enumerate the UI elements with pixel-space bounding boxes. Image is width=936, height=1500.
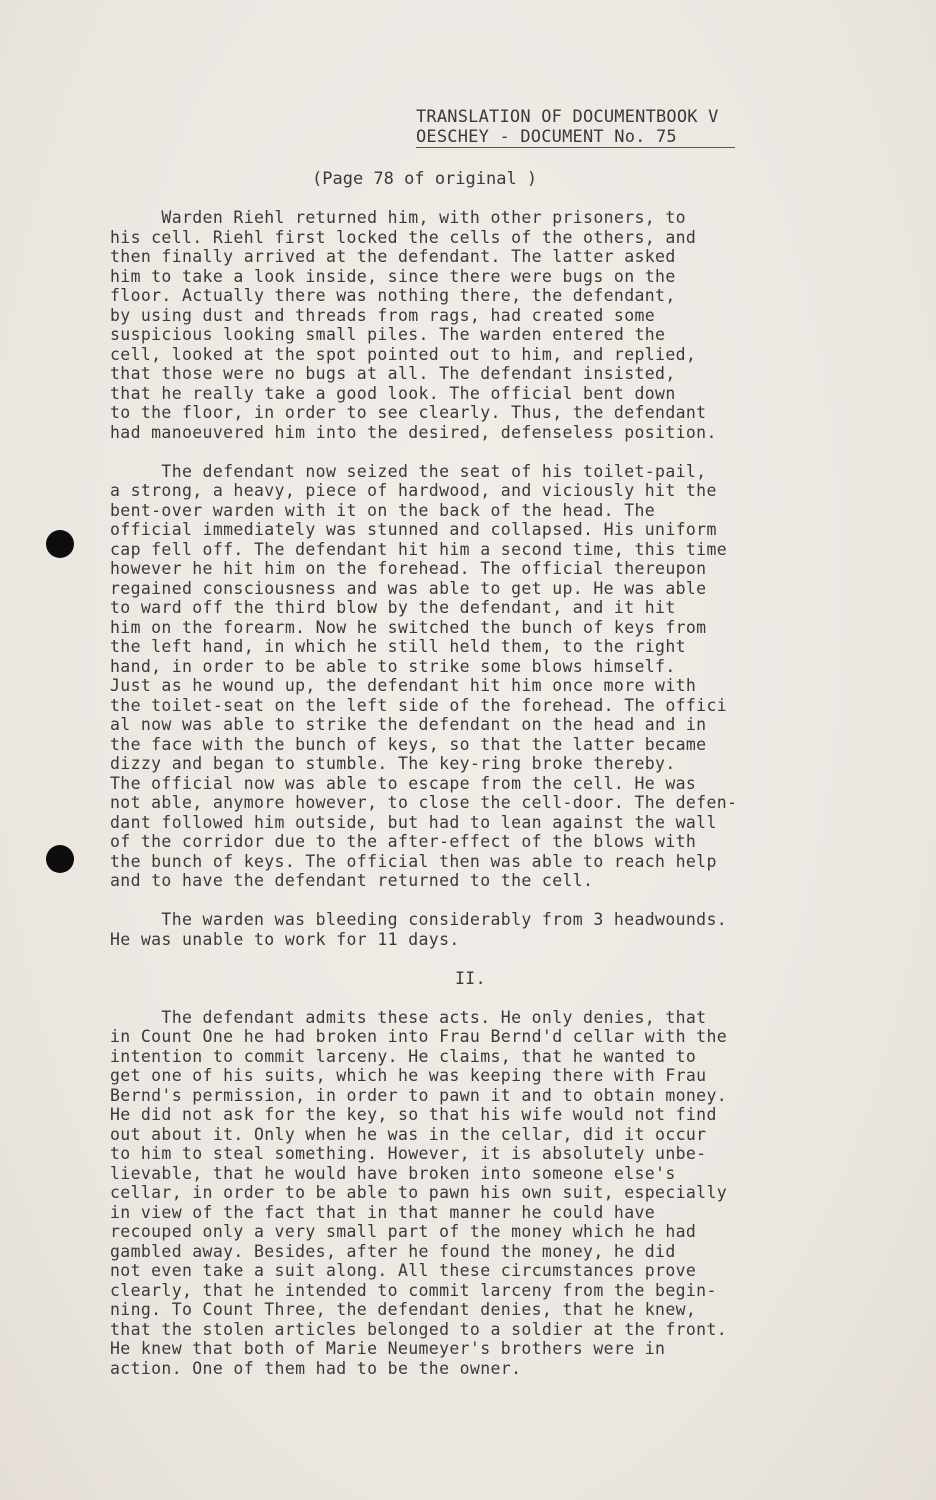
punch-hole-bottom [46,845,74,873]
text-line: suspicious looking small piles. The warden entered the [110,325,666,344]
text-line: the bunch of keys. The official then was able to reach help [110,851,717,871]
text-line: He did not ask for the key, so that his wife would not find [110,1105,717,1124]
section-number: II. [455,968,486,988]
punch-hole-top [46,530,74,558]
text-line: the left hand, in which he still held them, to the right [110,637,686,656]
text-line: clearly, that he intended to commit larceny from the begin- [110,1280,717,1300]
text-line: al now was able to strike the defendant on the head and in [110,715,707,734]
text-line: regained consciousness and was able to get up. He was able [110,578,707,598]
text-line: hand, in order to be able to strike some blows himself. [110,656,676,676]
text-line: had manoeuvered him into the desired, defenseless position. [110,422,717,442]
document-body [110,208,840,1398]
text-line: cellar, in order to be able to pawn his own suit, especially [110,1183,728,1202]
text-line: ning. To Count Three, the defendant denies, that he knew, [110,1300,697,1319]
text-line: to the floor, in order to see clearly. Thus, the defendant [110,403,707,422]
text-line: the toilet-seat on the left side of the forehead. The offici [110,695,728,715]
text-line: official immediately was stunned and collapsed. His uniform [110,520,717,539]
text-line: dant followed him outside, but had to lean against the wall [110,812,717,832]
text-line: however he hit him on the forehead. The official thereupon [110,559,707,578]
text-line: him on the forearm. Now he switched the bunch of keys from [110,617,707,637]
text-line: Bernd's permission, in order to pawn it and to obtain money. [110,1085,728,1105]
text-line: recouped only a very small part of the money which he had [110,1222,697,1241]
paragraph [110,208,840,442]
text-line: bent-over warden with it on the back of the head. The [110,500,656,520]
page-reference: (Page 78 of original ) [312,169,538,189]
paragraph [110,910,840,949]
document-header [416,107,776,148]
text-line: that those were no bugs at all. The defendant insisted, [110,364,676,383]
text-line: cell, looked at the spot pointed out to him, and replied, [110,344,697,364]
text-line: the face with the bunch of keys, so that the latter became [110,734,707,754]
text-line: floor. Actually there was nothing there, the defendant, [110,286,676,305]
text-line: not able, anymore however, to close the cell-door. The defen- [110,793,738,812]
text-line: The official now was able to escape from the cell. He was [110,773,697,793]
text-line: his cell. Riehl first locked the cells of the others, and [110,227,697,247]
text-line: a strong, a heavy, piece of hardwood, and viciously hit the [110,481,717,500]
text-line: action. One of them had to be the owner. [110,1358,522,1378]
text-line: in Count One he had broken into Frau Bernd'd cellar with the [110,1027,728,1046]
text-line: that the stolen articles belonged to a soldier at the front. [110,1319,728,1339]
text-line: out about it. Only when he was in the cellar, did it occur [110,1124,707,1144]
text-line: by using dust and threads from rags, had created some [110,305,656,325]
text-line: of the corridor due to the after-effect of the blows with [110,832,697,851]
text-line: lievable, that he would have broken into someone else's [110,1163,676,1183]
text-line: and to have the defendant returned to the cell. [110,871,594,890]
text-line: to him to steal something. However, it is absolutely unbe- [110,1144,707,1163]
text-line: that he really take a good look. The official bent down [110,383,676,403]
text-line: The warden was bleeding considerably from 3 headwounds. [110,910,728,929]
text-line: intention to commit larceny. He claims, that he wanted to [110,1046,697,1066]
text-line: cap fell off. The defendant hit him a second time, this time [110,539,728,559]
text-line: not even take a suit along. All these circumstances prove [110,1261,697,1280]
text-line: gambled away. Besides, after he found the money, he did [110,1241,676,1261]
text-line: dizzy and began to stumble. The key-ring broke thereby. [110,754,676,773]
text-line: He knew that both of Marie Neumeyer's brothers were in [110,1339,666,1358]
text-line: Warden Riehl returned him, with other prisoners, to [110,208,686,227]
text-line: The defendant now seized the seat of his toilet-pail, [110,461,707,481]
text-line: him to take a look inside, since there were bugs on the [110,266,676,286]
text-line: He was unable to work for 11 days. [110,929,460,949]
text-line: in view of the fact that in that manner he could have [110,1202,656,1222]
paragraph [110,462,840,891]
text-line: then finally arrived at the defendant. The latter asked [110,247,676,266]
header-document-number: OESCHEY - DOCUMENT No. 75 [416,127,735,148]
text-line: The defendant admits these acts. He only denies, that [110,1007,707,1027]
text-line: to ward off the third blow by the defendant, and it hit [110,598,676,617]
paragraph [110,1008,840,1379]
text-line: get one of his suits, which he was keeping there with Frau [110,1066,707,1085]
header-title: TRANSLATION OF DOCUMENTBOOK V [416,107,719,127]
text-line: Just as he wound up, the defendant hit him once more with [110,676,697,695]
